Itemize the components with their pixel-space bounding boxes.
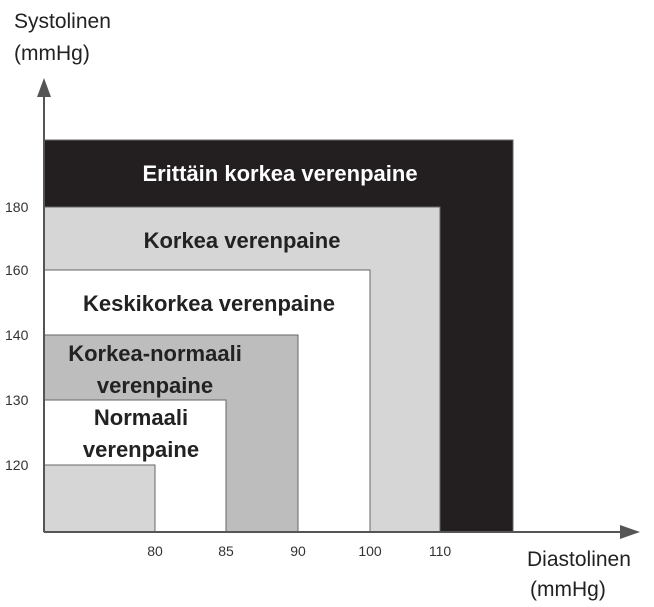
zone-label: Keskikorkea verenpaine — [83, 291, 335, 316]
y-axis-arrow-icon — [37, 78, 51, 97]
y-tick-label: 130 — [5, 392, 29, 408]
x-axis-arrow-icon — [620, 525, 640, 539]
x-tick-label: 110 — [428, 543, 452, 559]
zone-label: Normaali — [93, 405, 189, 430]
x-tick-label: 85 — [218, 543, 234, 559]
y-tick-label: 160 — [5, 262, 29, 278]
zone-label: Erittäin korkea verenpaine — [142, 161, 418, 186]
y-axis-title-line1: Systolinen — [14, 10, 111, 33]
zone-label: Korkea verenpaine — [143, 228, 341, 253]
x-axis-title-line1: Diastolinen — [527, 548, 631, 571]
y-tick-label: 120 — [5, 457, 29, 473]
y-tick-label: 180 — [5, 199, 29, 215]
x-tick-label: 90 — [290, 543, 306, 559]
y-tick-label: 140 — [5, 327, 29, 343]
zones-layer — [44, 140, 513, 532]
zone-label: verenpaine — [82, 437, 200, 462]
x-tick-label: 80 — [147, 543, 163, 559]
zone-label: verenpaine — [96, 373, 214, 398]
x-axis-title-line2: (mmHg) — [530, 578, 606, 601]
x-tick-label: 100 — [358, 543, 382, 559]
y-axis-title-line2: (mmHg) — [14, 42, 90, 65]
zone-rect-5 — [44, 465, 155, 532]
zone-label: Korkea-normaali — [68, 341, 242, 366]
